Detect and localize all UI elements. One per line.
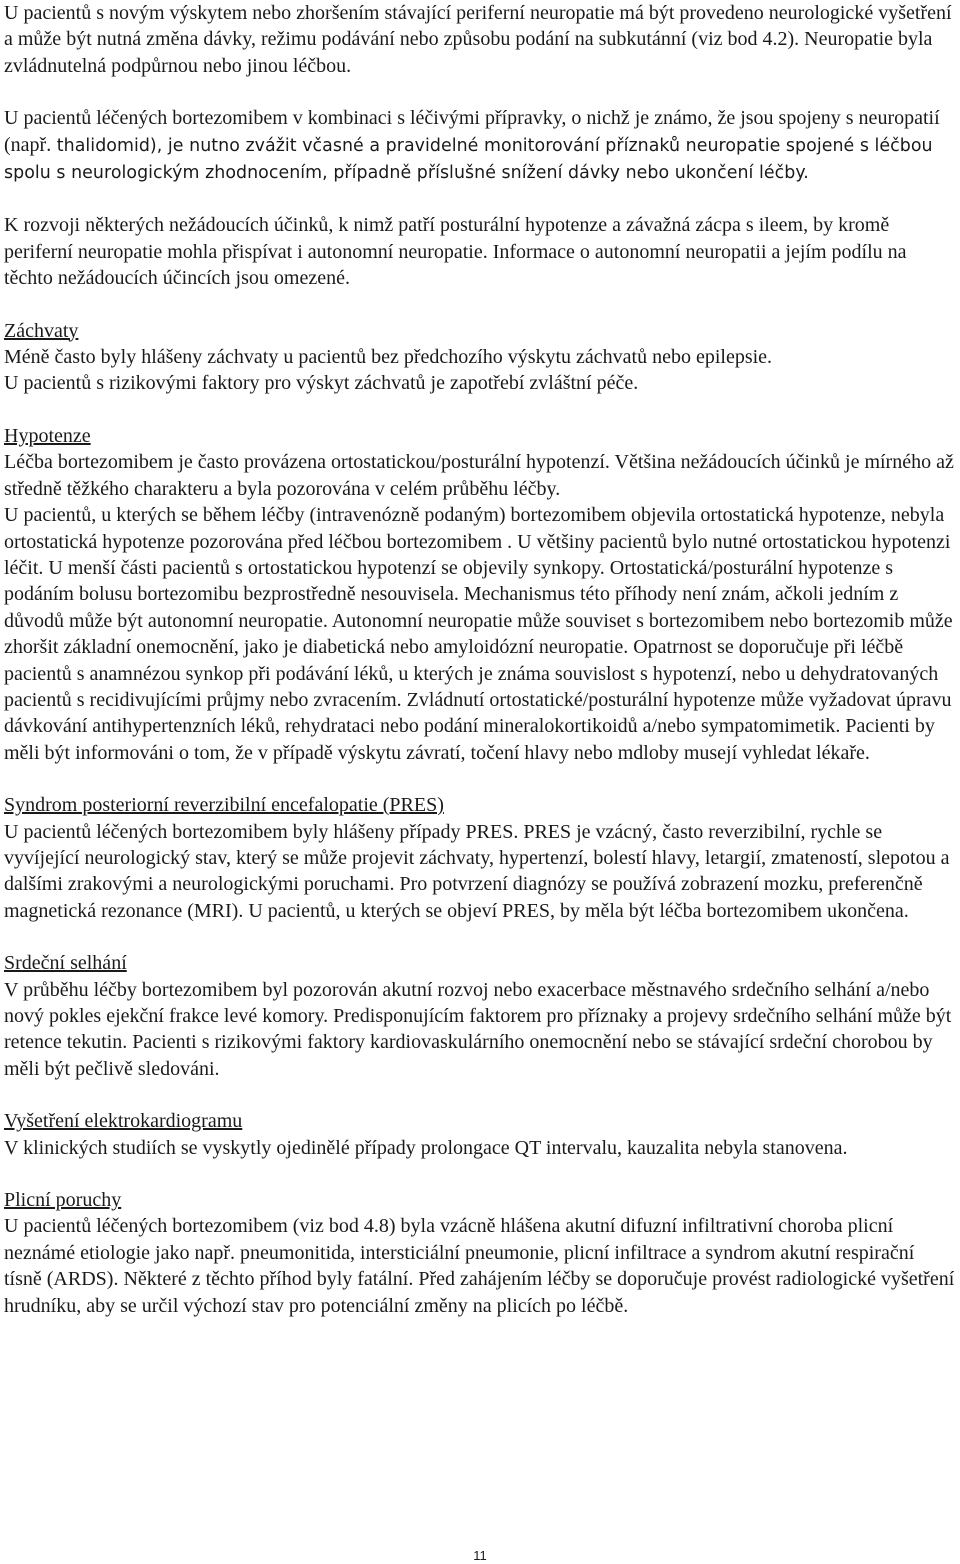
intro-paragraph-2-rest: thalidomid), je nutno zvážit včasné a pravidelné monitorování příznaků neuropatie spojené s léčbou spolu s neurologickým zhodnocením, případně příslušné snížení dávky nebo ukončení léčby. [4,135,933,184]
zachvaty-paragraph-1: Méně často byly hlášeny záchvaty u pacientů bez předchozího výskytu záchvatů nebo epilepsie. [4,346,773,369]
section-srdecni-selhani [4,950,956,1082]
section-plicni-poruchy [4,1187,956,1319]
section-heading-hypotenze: Hypotenze [4,424,91,447]
section-heading-plicni-poruchy: Plicní poruchy [4,1189,122,1212]
section-zachvaty [4,318,956,397]
ekg-paragraph-1: V klinických studiích se vyskytly ojedinělé případy prolongace QT intervalu, kauzalita nebyla stanovena. [4,1136,848,1159]
hypotenze-paragraph-1: Léčba bortezomibem je často provázena ortostatickou/posturální hypotenzí. Většina nežádoucích účinků je mírného až středně těžkého charakteru a byla pozorována v celém průběhu léčby. [4,451,954,500]
section-heading-pres: Syndrom posteriorní reverzibilní encefalopatie (PRES) [4,794,444,817]
intro-paragraph-2-start: U pacientů léčených bortezomibem v kombinaci s léčivými přípravky, o nichž je známo, že jsou spojeny s neuropatií (např. [4,107,940,156]
page-number: 11 [473,1548,487,1563]
section-heading-zachvaty: Záchvaty [4,319,79,342]
section-hypotenze [4,423,956,766]
document-body [4,0,956,1319]
zachvaty-paragraph-2: U pacientů s rizikovými faktory pro výskyt záchvatů je zapotřebí zvláštní péče. [4,372,639,395]
section-heading-ekg: Vyšetření elektrokardiogramu [4,1110,243,1133]
srdecni-paragraph-1: V průběhu léčby bortezomibem byl pozorován akutní rozvoj nebo exacerbace městnavého srdečního selhání a/nebo nový pokles ejekční frakce levé komory. Predisponujícím faktorem pro příznaky a projevy srdečního selhání může být retence tekutin. Pacienti s rizikovými faktory kardiovaskulárního onemocnění nebo se stávající srdeční chorobou by měli být pečlivě sledováni. [4,978,952,1080]
hypotenze-paragraph-2: U pacientů, u kterých se během léčby (intravenózně podaným) bortezomibem objevila ortostatická hypotenze, nebyla ortostatická hypotenze pozorována před léčbou bortezomibem . U většiny pacientů bylo nutné ortostatickou hypotenzi léčit. U menší části pacientů s ortostatickou hypotenzí se objevily synkopy. Ortostatická/posturální hypotenze s podáním bolusu bortezomibu bezprostředně nesouvisela. Mechanismus této příhody není znám, ačkoli jedním z důvodů může být autonomní neuropatie. Autonomní neuropatie může souviset s bortezomibem nebo bortezomib může zhoršit základní onemocnění, jako je diabetická nebo amyloidózní neuropatie. Opatrnost se doporučuje při léčbě pacientů s anamnézou synkop při podávání léků, u kterých je známa souvislost s hypotenzí, nebo u dehydratovaných pacientů s recidivujícími průjmy nebo zvracením. Zvládnutí ortostatické/posturální hypotenze může vyžadovat úpravu dávkování antihypertenzních léků, rehydrataci nebo podání mineralokortikoidů a/nebo sympatomimetik. Pacienti by měli být informováni o tom, že v případě výskytu závratí, točení hlavy nebo mdloby musejí vyhledat lékaře. [4,504,953,764]
section-pres [4,792,956,924]
pres-paragraph-1: U pacientů léčených bortezomibem byly hlášeny případy PRES. PRES je vzácný, často reverzibilní, rychle se vyvíjející neurologický stav, který se může projevit záchvaty, hypertenzí, bolestí hlavy, letargií, zmateností, slepotou a dalšími zrakovými a neurologickými poruchami. Pro potvrzení diagnózy se používá zobrazení mozku, preferenčně magnetická rezonance (MRI). U pacientů, u kterých se objeví PRES, by měla být léčba bortezomibem ukončena. [4,820,950,922]
intro-paragraph-2 [4,105,956,186]
section-ekg [4,1108,956,1161]
plicni-paragraph-1: U pacientů léčených bortezomibem (viz bod 4.8) byla vzácně hlášena akutní difuzní infiltrativní choroba plicní neznámé etiologie jako např. pneumonitida, intersticiální pneumonie, plicní infiltrace a syndrom akutní respirační tísně (ARDS). Některé z těchto příhod byly fatální. Před zahájením léčby se doporučuje provést radiologické vyšetření hrudníku, aby se určil výchozí stav pro potenciální změny na plicích po léčbě. [4,1215,955,1317]
intro-paragraph-1: U pacientů s novým výskytem nebo zhoršením stávající periferní neuropatie má být provedeno neurologické vyšetření a může být nutná změna dávky, režimu podávání nebo způsobu podání na subkutánní (viz bod 4.2). Neuropatie byla zvládnutelná podpůrnou nebo jinou léčbou. [4,2,952,77]
section-heading-srdecni-selhani: Srdeční selhání [4,952,127,975]
intro-paragraph-3: K rozvoji některých nežádoucích účinků, k nimž patří posturální hypotenze a závažná zácpa s ileem, by kromě periferní neuropatie mohla přispívat i autonomní neuropatie. Informace o autonomní neuropatii a jejím podílu na těchto nežádoucích účincích jsou omezené. [4,214,907,290]
